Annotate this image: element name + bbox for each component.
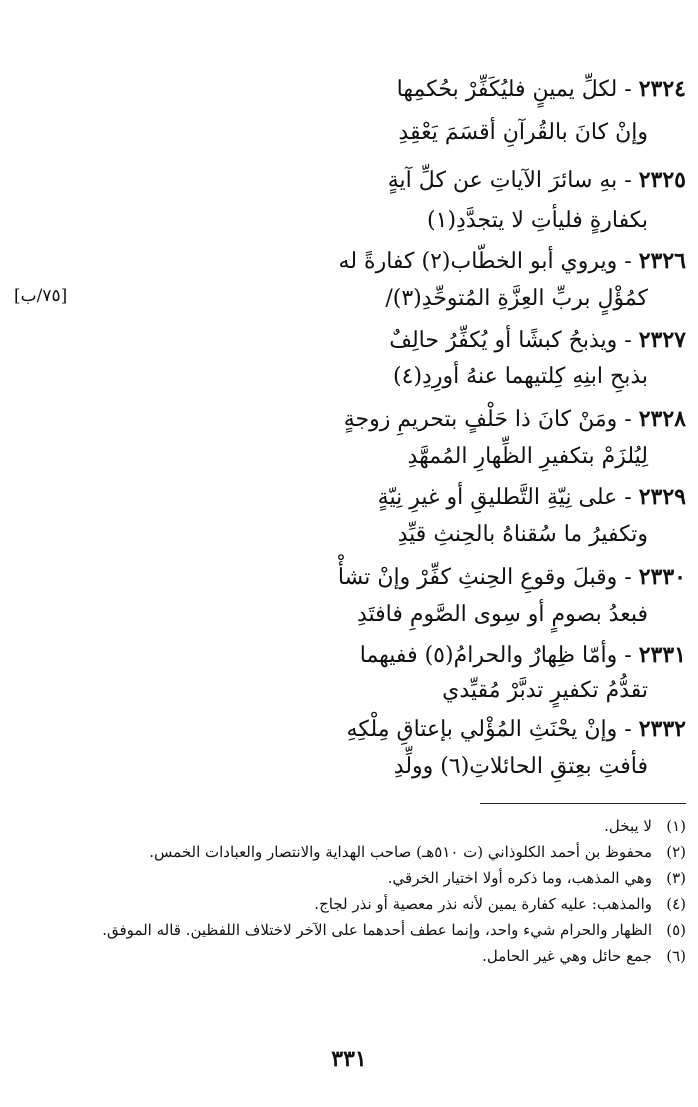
- verse-number: ٢٣٣٢: [638, 716, 686, 742]
- verse-hemistich-second: فبعدُ بصومٍ أو سِوى الصَّومِ فافتَدِ: [356, 602, 648, 627]
- manuscript-folio-ref: [٧٥/ب]: [14, 286, 68, 306]
- footnote-text: جمع حائل وهي غير الحامل.: [482, 947, 652, 965]
- verse-number: ٢٣٢٩: [638, 484, 686, 510]
- verse-hemistich-second: بكفارةٍ فليأتِ لا يتجدَّدِ(١): [427, 208, 648, 233]
- verse-hemistich-second: وتكفيرُ ما سُقناهُ بالحِنثِ قيِّدِ: [397, 522, 648, 547]
- verse-line-first: ٢٣٢٦ - ويروي أبو الخطّاب(٢) كفارةً له: [338, 248, 686, 274]
- footnote-text: وهي المذهب، وما ذكره أولا اختيار الخرقي.: [387, 869, 652, 887]
- footnote: [36, 943, 686, 969]
- verse-line-first: ٢٣٣٠ - وقبلَ وقوعِ الحِنثِ كفِّرْ وإنْ تشأْ: [337, 564, 686, 590]
- verse-hemistich-first: وإنْ يحْنَثِ المُؤْلي بإعتاقِ مِلْكِهِ: [346, 717, 618, 742]
- verse-number: ٢٣٢٥: [638, 167, 686, 193]
- verse-line-first: ٢٣٢٨ - ومَنْ كانَ ذا حَلْفٍ بتحريمِ زوجةٍ: [343, 406, 686, 432]
- verse-hemistich-first: على نِيّةِ التَّطليقِ أو غيرِ نِيّةٍ: [377, 485, 618, 510]
- verse-line-first: ٢٣٣٢ - وإنْ يحْنَثِ المُؤْلي بإعتاقِ مِلْكِهِ: [346, 716, 686, 742]
- footnote-number: (٦): [666, 947, 686, 965]
- verse-hemistich-second: لِيُلزَمْ بتكفيرِ الظِّهارِ المُمهَّدِ: [407, 444, 648, 469]
- footnote-number: (٣): [666, 869, 686, 887]
- verse-hemistich-second: وإنْ كانَ بالقُرآنِ أقسَمَ يَعْقِدِ: [398, 120, 648, 145]
- footnote: [36, 865, 686, 891]
- footnote-divider: [480, 803, 686, 804]
- footnote: [36, 891, 686, 917]
- footnote-number: (١): [666, 817, 686, 835]
- page-number: ٣٣١: [331, 1046, 367, 1072]
- verse-number: ٢٣٢٧: [638, 327, 686, 353]
- verse-hemistich-second: تقدُّمُ تكفيرٍ تدبَّرْ مُقيِّدي: [442, 678, 648, 703]
- verse-hemistich-first: ومَنْ كانَ ذا حَلْفٍ بتحريمِ زوجةٍ: [343, 407, 618, 432]
- verse-hemistich-first: لكلِّ يمينٍ فليُكَفِّرْ بحُكمِها: [396, 77, 618, 102]
- verse-line-first: ٢٣٢٥ - بهِ سائرَ الآياتِ عن كلِّ آيةٍ: [387, 167, 686, 193]
- verse-line-first: ٢٣٣١ - وأمّا ظِهارٌ والحرامُ(٥) ففيهما: [359, 642, 686, 668]
- footnote-number: (٥): [666, 921, 686, 939]
- footnote: [36, 917, 686, 943]
- footnote-number: (٢): [666, 843, 686, 861]
- footnote: [36, 813, 686, 839]
- footnotes: [36, 813, 686, 969]
- verse-hemistich-second: فأفتِ بعِتقِ الحائلاتِ(٦) وولِّدِ: [393, 754, 648, 779]
- verse-number: ٢٣٢٦: [638, 248, 686, 274]
- verse-hemistich-first: ويذبحُ كبشًا أو يُكفِّرُ حالِفٌ: [389, 328, 618, 353]
- verse-number: ٢٣٢٨: [638, 406, 686, 432]
- footnote-text: الظهار والحرام شيء واحد، وإنما عطف أحدهما على الآخر لاختلاف اللفظين. قاله الموفق.: [102, 921, 652, 939]
- footnote-number: (٤): [666, 895, 686, 913]
- footnote-text: لا يبخل.: [604, 817, 652, 835]
- verse-hemistich-second: بذبحِ ابنِهِ كِلتيهما عنهُ أورِدِ(٤): [393, 364, 648, 389]
- verse-number: ٢٣٣١: [638, 642, 686, 668]
- verse-line-first: ٢٣٢٩ - على نِيّةِ التَّطليقِ أو غيرِ نِيّةٍ: [377, 484, 686, 510]
- verse-hemistich-first: بهِ سائرَ الآياتِ عن كلِّ آيةٍ: [387, 168, 618, 193]
- verse-line-first: ٢٣٢٧ - ويذبحُ كبشًا أو يُكفِّرُ حالِفٌ: [389, 327, 686, 353]
- verse-hemistich-second: كمُؤْلٍ بربِّ العِزَّةِ المُتوحِّدِ(٣)/: [385, 286, 648, 311]
- verse-hemistich-first: وقبلَ وقوعِ الحِنثِ كفِّرْ وإنْ تشأْ: [337, 565, 618, 590]
- footnote: [36, 839, 686, 865]
- verse-line-first: ٢٣٢٤ - لكلِّ يمينٍ فليُكَفِّرْ بحُكمِها: [396, 76, 686, 102]
- verse-hemistich-first: وأمّا ظِهارٌ والحرامُ(٥) ففيهما: [359, 643, 618, 668]
- footnote-text: محفوظ بن أحمد الكلوذاني (ت ٥١٠هـ) صاحب الهداية والانتصار والعبادات الخمس.: [149, 843, 652, 861]
- verse-number: ٢٣٢٤: [638, 76, 686, 102]
- verse-hemistich-first: ويروي أبو الخطّاب(٢) كفارةً له: [338, 249, 618, 274]
- verse-number: ٢٣٣٠: [638, 564, 686, 590]
- footnote-text: والمذهب: عليه كفارة يمين لأنه نذر معصية أو نذر لجاج.: [314, 895, 652, 913]
